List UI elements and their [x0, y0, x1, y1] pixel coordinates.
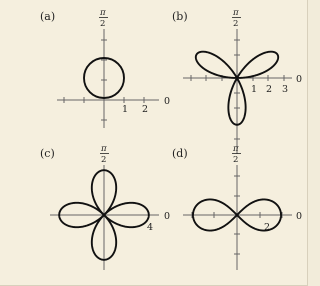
panel-c: [40, 144, 170, 270]
panel-a-top-label-2: 2: [100, 19, 106, 29]
panel-b-tick-label-3: 3: [282, 84, 289, 95]
panel-c-top-label-2: 2: [101, 155, 107, 165]
panel-b-tick-label-1: 1: [251, 84, 258, 95]
panel-c-top-label-pi: π: [101, 144, 107, 154]
panel-a-label: (a): [40, 10, 56, 23]
panel-a-tick-label-2: 2: [142, 104, 149, 115]
panel-b-top-label-pi: π: [233, 8, 239, 18]
panel-a-tick-label-1: 1: [122, 104, 129, 115]
panel-b-tick-label-2: 2: [266, 84, 273, 95]
panel-d: [172, 144, 302, 270]
panel-b-label: (b): [172, 10, 188, 23]
panel-d-top-label-pi: π: [233, 144, 239, 154]
panel-d-zero-label: 0: [296, 211, 303, 222]
panel-d-tick-label-2: 2: [264, 222, 271, 233]
panel-d-label: (d): [172, 147, 188, 160]
panel-d-top-label-2: 2: [233, 155, 239, 165]
panel-a-top-label-pi: π: [100, 8, 106, 18]
panel-b: [172, 8, 302, 154]
panel-c-label: (c): [40, 147, 55, 160]
panel-c-zero-label: 0: [164, 211, 171, 222]
panel-c-tick-label-4: 4: [147, 222, 154, 233]
panel-b-zero-label: 0: [296, 74, 303, 85]
panel-a-zero-label: 0: [164, 96, 171, 107]
panel-b-top-label-2: 2: [233, 19, 239, 29]
panel-a: [40, 8, 170, 128]
